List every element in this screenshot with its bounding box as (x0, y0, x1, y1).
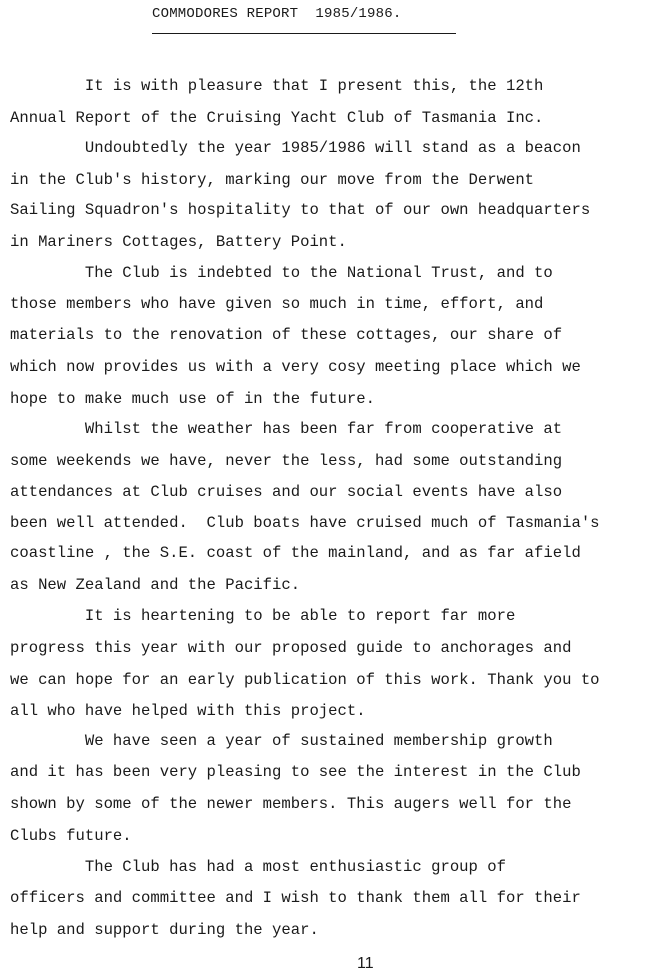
body-line: The Club has had a most enthusiastic group of (10, 858, 506, 876)
body-line: all who have helped with this project. (10, 702, 366, 720)
body-line: help and support during the year. (10, 921, 319, 939)
body-line: as New Zealand and the Pacific. (10, 576, 301, 594)
body-line: we can hope for an early publication of this work. Thank you to (10, 671, 600, 689)
body-line: and it has been very pleasing to see the interest in the Club (10, 763, 581, 781)
body-line: officers and committee and I wish to thank them all for their (10, 889, 581, 907)
body-line: Undoubtedly the year 1985/1986 will stand as a beacon (10, 139, 581, 157)
body-line: It is with pleasure that I present this, the 12th (10, 77, 544, 95)
body-line: We have seen a year of sustained membership growth (10, 732, 553, 750)
body-line: Clubs future. (10, 827, 132, 845)
body-line: attendances at Club cruises and our social events have also (10, 483, 563, 501)
report-title: COMMODORES REPORT 1985/1986. (152, 6, 402, 22)
body-line: The Club is indebted to the National Trust, and to (10, 264, 553, 282)
body-line: progress this year with our proposed guide to anchorages and (10, 639, 572, 657)
body-line: in the Club's history, marking our move from the Derwent (10, 171, 535, 189)
body-line: in Mariners Cottages, Battery Point. (10, 233, 347, 251)
body-line: It is heartening to be able to report far more (10, 607, 516, 625)
title-underline (152, 33, 456, 34)
body-line: Annual Report of the Cruising Yacht Club of Tasmania Inc. (10, 109, 544, 127)
body-line: coastline , the S.E. coast of the mainland, and as far afield (10, 544, 581, 562)
body-line: materials to the renovation of these cottages, our share of (10, 326, 563, 344)
page-number: 11 (357, 955, 374, 972)
body-line: some weekends we have, never the less, had some outstanding (10, 452, 563, 470)
body-line: those members who have given so much in time, effort, and (10, 295, 544, 313)
body-line: which now provides us with a very cosy meeting place which we (10, 358, 581, 376)
body-line: Whilst the weather has been far from cooperative at (10, 420, 563, 438)
body-line: Sailing Squadron's hospitality to that of our own headquarters (10, 201, 591, 219)
body-line: hope to make much use of in the future. (10, 390, 375, 408)
body-line: shown by some of the newer members. This augers well for the (10, 795, 572, 813)
body-line: been well attended. Club boats have cruised much of Tasmania's (10, 514, 600, 532)
